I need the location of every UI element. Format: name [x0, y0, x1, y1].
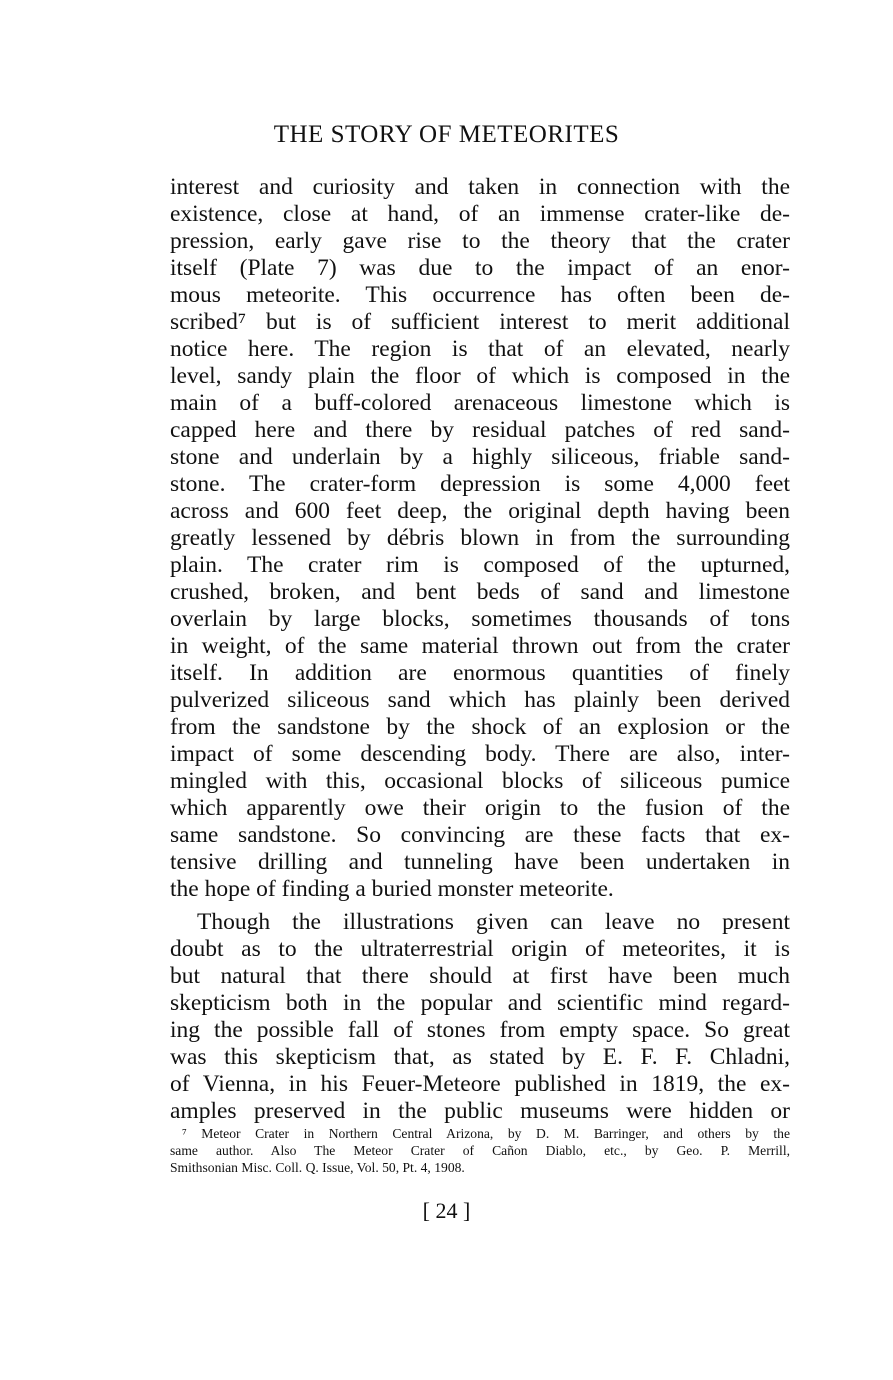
running-head: THE STORY OF METEORITES [273, 121, 620, 148]
text-line: capped here and there by residual patches of red sand- [170, 417, 790, 443]
text-line: doubt as to the ultraterrestrial origin of meteorites, it is [170, 936, 790, 962]
paragraph-2 [170, 909, 790, 1125]
text-line: existence, close at hand, of an immense crater-like de- [170, 201, 790, 227]
page-number: [ 24 ] [422, 1198, 471, 1223]
text-line: skepticism both in the popular and scientific mind regard- [170, 990, 790, 1016]
text-line: notice here. The region is that of an elevated, nearly [170, 336, 790, 362]
text-line: across and 600 feet deep, the original depth having been [170, 498, 790, 524]
text-line: was this skepticism that, as stated by E. F. F. Chladni, [170, 1044, 790, 1070]
body-text [170, 174, 790, 1125]
text-line: stone. The crater-form depression is some 4,000 feet [170, 471, 790, 497]
text-line: plain. The crater rim is composed of the upturned, [170, 552, 790, 578]
text-line: itself (Plate 7) was due to the impact of an enor- [170, 255, 790, 281]
text-line: main of a buff-colored arenaceous limestone which is [170, 390, 790, 416]
text-line: mous meteorite. This occurrence has often been de- [170, 282, 790, 308]
text-line: of Vienna, in his Feuer-Meteore published in 1819, the ex- [170, 1071, 790, 1097]
footnote-line: same author. Also The Meteor Crater of Cañon Diablo, etc., by Geo. P. Merrill, [170, 1143, 790, 1158]
text-line: from the sandstone by the shock of an explosion or the [170, 714, 790, 740]
footnote [170, 1125, 790, 1176]
text-line: itself. In addition are enormous quantities of finely [170, 660, 790, 686]
text-line: greatly lessened by débris blown in from the surrounding [170, 525, 790, 551]
text-line: level, sandy plain the floor of which is composed in the [170, 363, 790, 389]
text-line: crushed, broken, and bent beds of sand and limestone [170, 579, 790, 605]
text-line: the hope of finding a buried monster meteorite. [170, 876, 614, 902]
text-line: stone and underlain by a highly siliceous, friable sand- [170, 444, 790, 470]
text-line: overlain by large blocks, sometimes thousands of tons [170, 606, 790, 632]
text-line: scribed⁷ but is of sufficient interest to merit additional [170, 309, 790, 335]
footnote-line: ⁷ Meteor Crater in Northern Central Arizona, by D. M. Barringer, and others by the [182, 1126, 790, 1141]
text-line: but natural that there should at first have been much [170, 963, 790, 989]
text-line: impact of some descending body. There are also, inter- [170, 741, 790, 767]
text-line: Though the illustrations given can leave no present [197, 909, 790, 935]
text-line: which apparently owe their origin to the fusion of the [170, 795, 790, 821]
text-line: tensive drilling and tunneling have been undertaken in [170, 849, 790, 875]
text-line: ing the possible fall of stones from empty space. So great [170, 1017, 790, 1043]
text-line: amples preserved in the public museums were hidden or [170, 1098, 790, 1124]
text-line: interest and curiosity and taken in connection with the [170, 174, 790, 200]
text-line: pulverized siliceous sand which has plainly been derived [170, 687, 790, 713]
text-line: mingled with this, occasional blocks of siliceous pumice [170, 768, 790, 794]
footnote-line: Smithsonian Misc. Coll. Q. Issue, Vol. 50, Pt. 4, 1908. [170, 1160, 465, 1175]
text-line: pression, early gave rise to the theory that the crater [170, 228, 790, 254]
text-line: in weight, of the same material thrown out from the crater [170, 633, 790, 659]
paragraph-1 [170, 174, 790, 903]
text-line: same sandstone. So convincing are these facts that ex- [170, 822, 790, 848]
